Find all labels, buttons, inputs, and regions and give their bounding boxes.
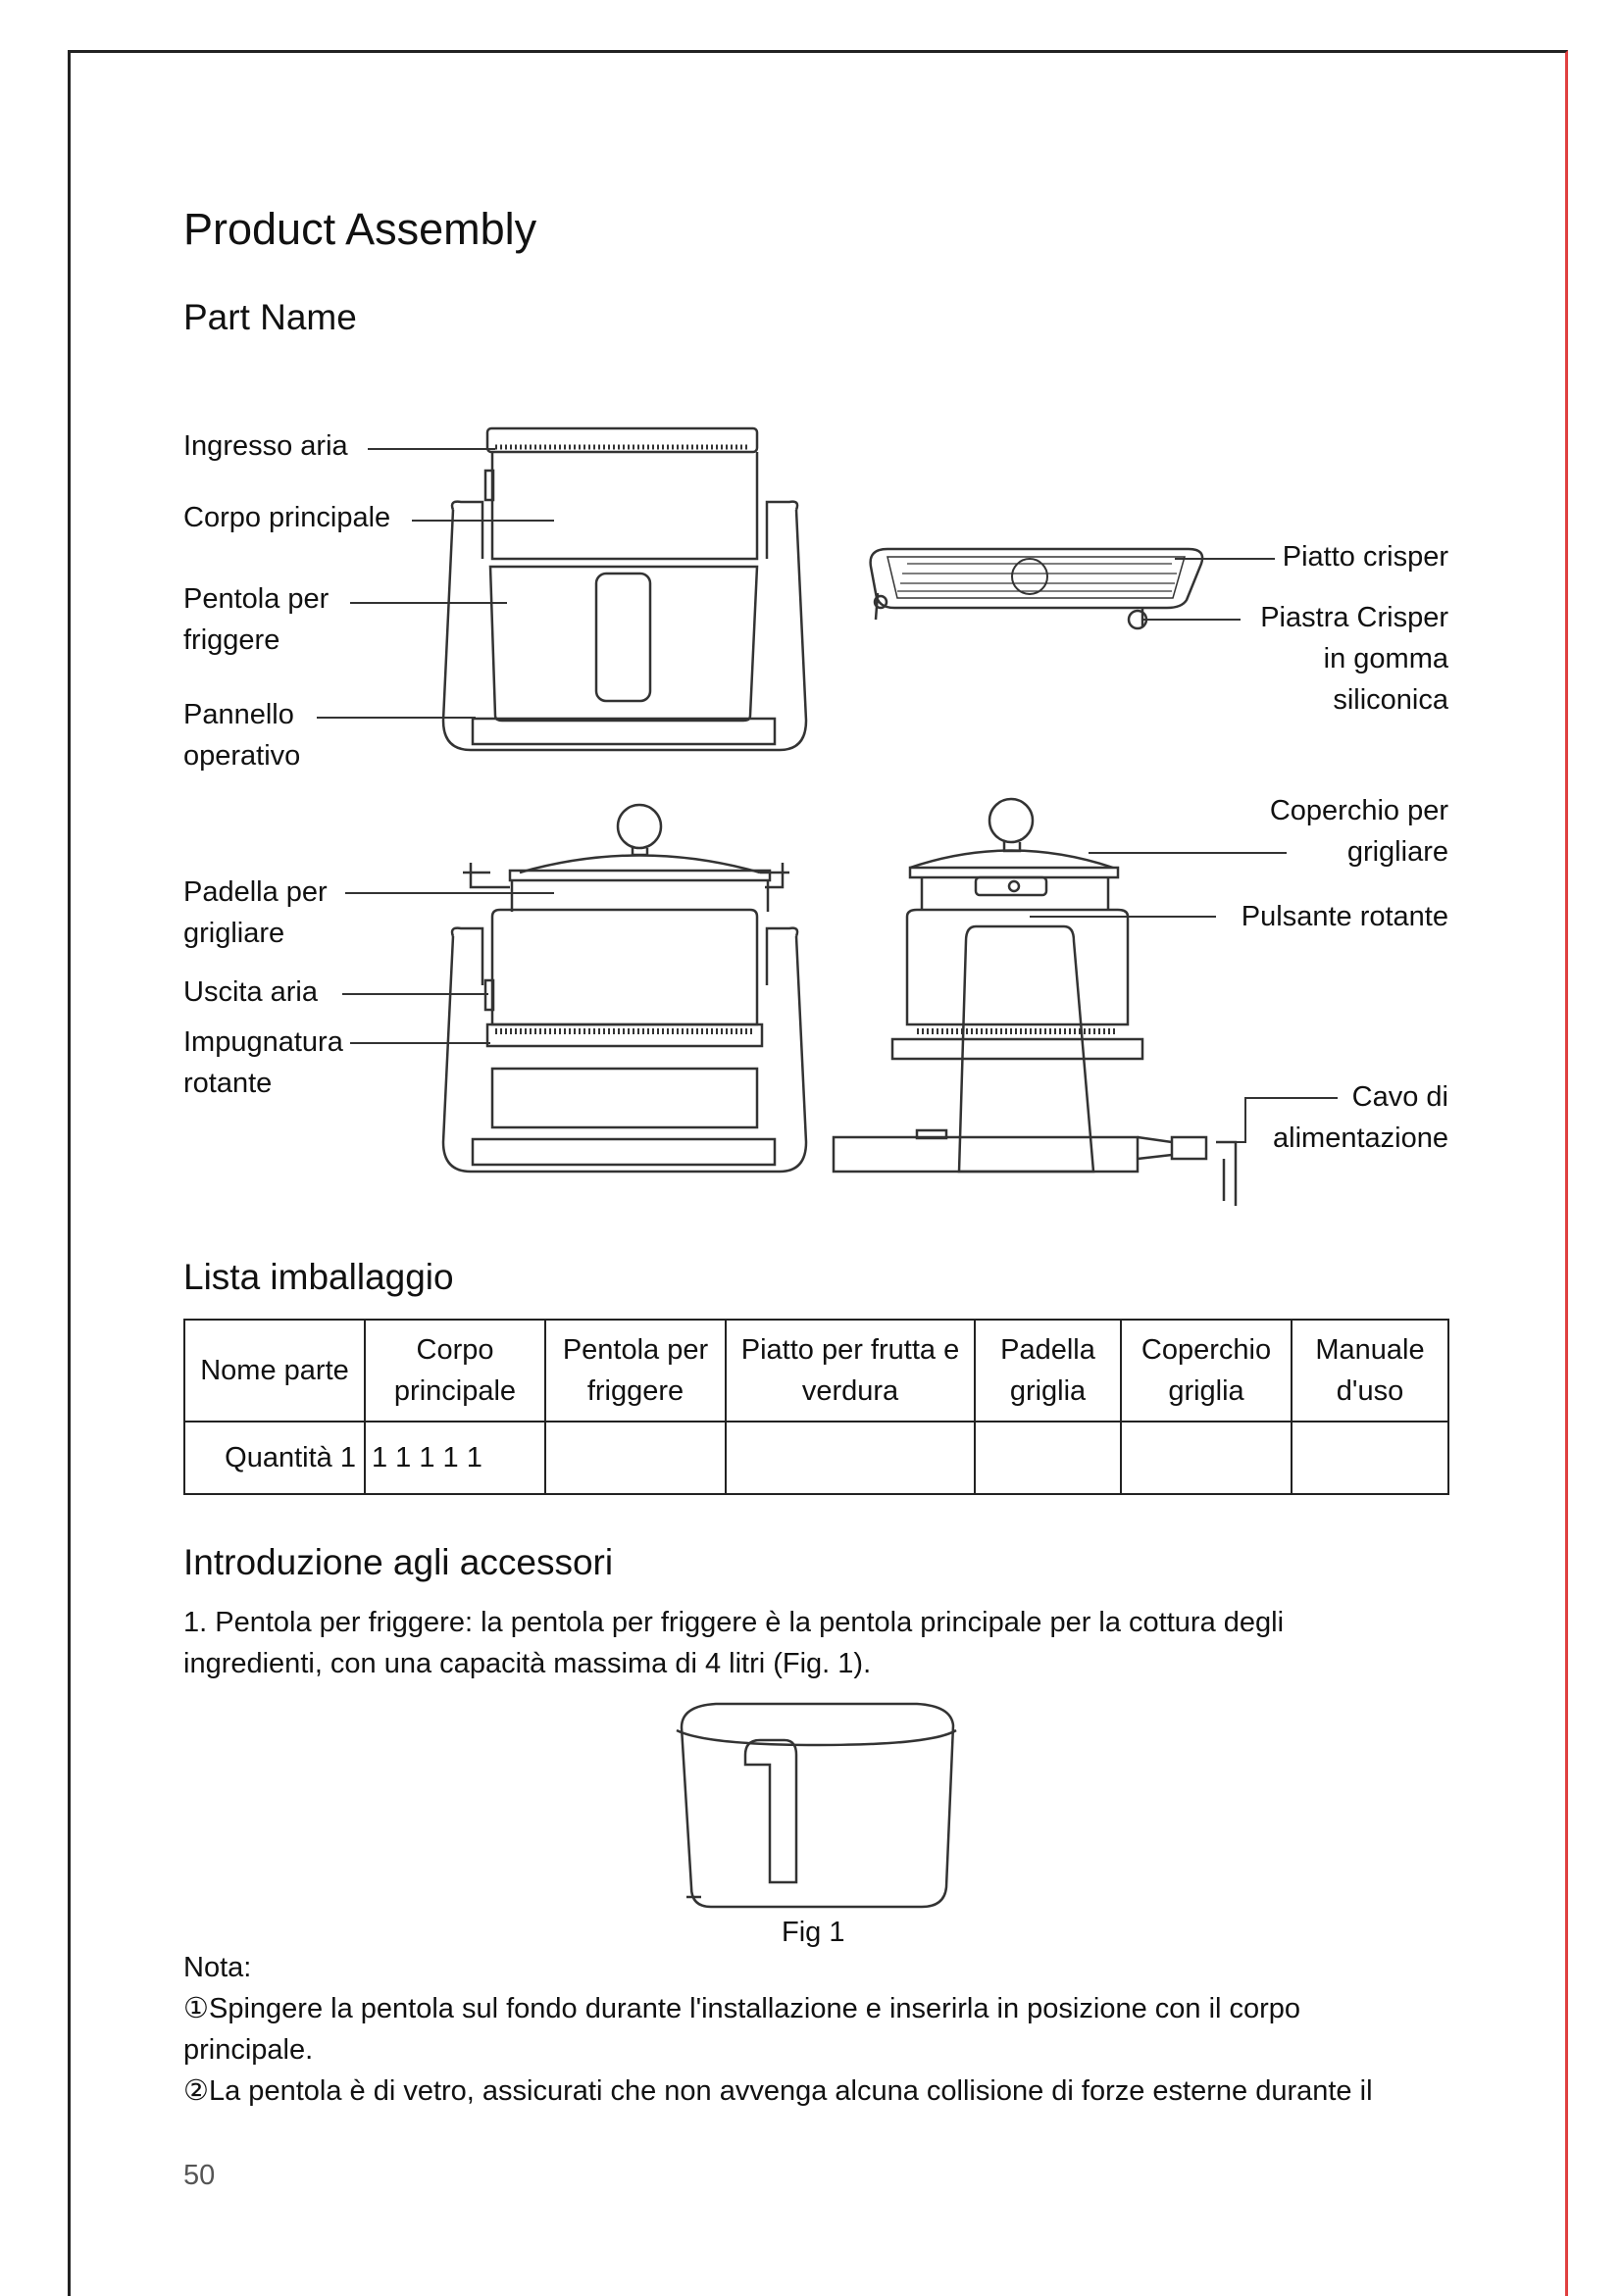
header-text: Corpo <box>416 1334 494 1366</box>
header-text: Padella <box>1000 1334 1095 1366</box>
part-name-heading: Part Name <box>183 297 357 337</box>
label-piastra-3: siliconica <box>1333 684 1448 716</box>
table-cell <box>726 1422 975 1494</box>
table-header-cell <box>184 1320 365 1422</box>
note-1-line-2: principale. <box>183 2034 314 2066</box>
table-cell <box>1292 1422 1448 1494</box>
header-text: d'uso <box>1336 1375 1404 1407</box>
table-cell <box>184 1422 365 1494</box>
row-values: 1 1 1 1 1 <box>372 1442 482 1473</box>
table-header-cell <box>545 1320 726 1422</box>
header-text: Pentola per <box>562 1334 709 1366</box>
label-padella-2: grigliare <box>183 918 285 949</box>
label-cavo-1: Cavo di <box>1351 1081 1448 1113</box>
label-coperchio-1: Coperchio per <box>1269 795 1448 826</box>
table-cell <box>1121 1422 1292 1494</box>
label-pentola-friggere-1: Pentola per <box>183 583 329 615</box>
table-header-cell <box>726 1320 975 1422</box>
header-text: Manuale <box>1315 1334 1425 1366</box>
table-header-cell <box>365 1320 545 1422</box>
row-label: Quantità 1 <box>225 1442 356 1473</box>
header-nome-parte: Nome parte <box>200 1355 349 1386</box>
accessories-para-line-2: ingredienti, con una capacità massima di 4 litri (Fig. 1). <box>183 1648 872 1679</box>
table-row <box>184 1422 1448 1494</box>
packing-table <box>183 1319 1449 1495</box>
label-cavo-2: alimentazione <box>1273 1123 1448 1154</box>
page-title: Product Assembly <box>183 204 537 254</box>
label-ingresso-aria: Ingresso aria <box>183 430 348 462</box>
label-pannello-2: operativo <box>183 740 301 772</box>
label-impugnatura-2: rotante <box>183 1068 273 1099</box>
crisper-plate-illustration <box>871 549 1202 628</box>
header-text: Piatto per frutta e <box>740 1334 960 1366</box>
label-pulsante-rotante: Pulsante rotante <box>1241 901 1448 932</box>
label-corpo-principale: Corpo principale <box>183 502 391 533</box>
fig-caption: Fig 1 <box>782 1917 845 1948</box>
label-padella-1: Padella per <box>183 876 328 908</box>
label-piastra-1: Piastra Crisper <box>1260 602 1448 633</box>
label-pentola-friggere-2: friggere <box>183 624 280 656</box>
note-2-line-1: ②La pentola è di vetro, assicurati che non avvenga alcuna collisione di forze esterne durante il <box>183 2075 1373 2107</box>
table-header-cell <box>975 1320 1121 1422</box>
side-view-illustration <box>834 799 1236 1206</box>
grill-assembly-illustration <box>443 805 806 1172</box>
table-header-row <box>184 1320 1448 1422</box>
label-piastra-2: in gomma <box>1323 643 1448 674</box>
label-coperchio-2: grigliare <box>1346 836 1448 868</box>
accessories-heading: Introduzione agli accessori <box>183 1542 614 1582</box>
table-cell <box>545 1422 726 1494</box>
table-header-cell <box>1292 1320 1448 1422</box>
header-text: griglia <box>1168 1375 1244 1407</box>
note-1-line-1: ①Spingere la pentola sul fondo durante l'installazione e inserirla in posizione con il corpo <box>183 1993 1301 2024</box>
header-text: friggere <box>586 1375 684 1407</box>
label-impugnatura-1: Impugnatura <box>183 1026 343 1058</box>
page-number: 50 <box>183 2160 216 2191</box>
table-cell <box>975 1422 1121 1494</box>
table-cell <box>365 1422 545 1494</box>
header-text: verdura <box>801 1375 899 1407</box>
packing-list-heading: Lista imballaggio <box>183 1257 454 1297</box>
label-uscita-aria: Uscita aria <box>183 976 318 1008</box>
header-text: Coperchio <box>1140 1334 1272 1366</box>
air-fryer-illustration <box>443 428 806 750</box>
nota-label: Nota: <box>183 1952 252 1983</box>
label-pannello-1: Pannello <box>183 699 294 730</box>
table-header-cell <box>1121 1320 1292 1422</box>
header-text: principale <box>393 1375 517 1407</box>
leader-lines <box>317 449 1338 1142</box>
frying-pot-figure <box>677 1704 956 1907</box>
label-piatto-crisper: Piatto crisper <box>1282 541 1448 573</box>
header-text: griglia <box>1009 1375 1087 1407</box>
accessories-para-line-1: 1. Pentola per friggere: la pentola per friggere è la pentola principale per la cottura degli <box>183 1607 1285 1638</box>
